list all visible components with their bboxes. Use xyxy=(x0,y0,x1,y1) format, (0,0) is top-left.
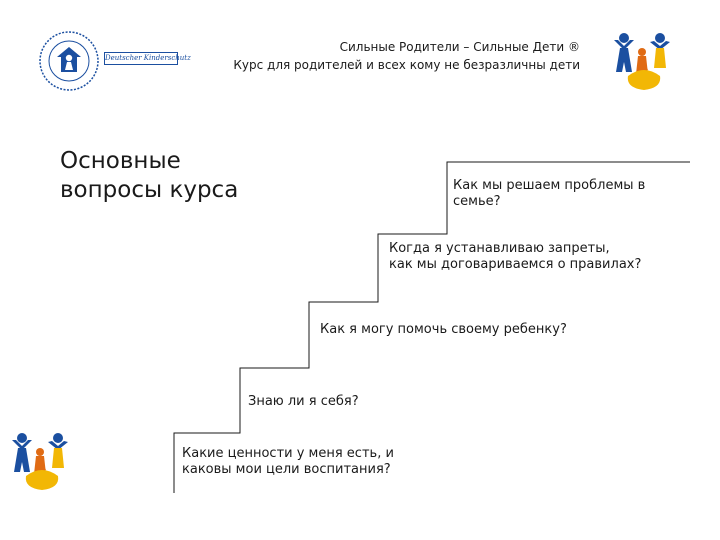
header-title: Сильные Родители – Сильные Дети ® xyxy=(339,40,580,54)
page-title-line-2: вопросы курса xyxy=(60,177,239,203)
step-question-2-line-1: Когда я устанавливаю запреты, xyxy=(389,241,610,256)
header-subtitle: Курс для родителей и всех кому не безразличны дети xyxy=(233,58,580,72)
step-question-1-line-2: семье? xyxy=(453,194,501,209)
step-question-5-line-1: Какие ценности у меня есть, и xyxy=(182,446,394,461)
partner-label: Deutscher Kinderschutz xyxy=(104,52,178,65)
step-question-4 xyxy=(248,394,359,410)
step-question-5 xyxy=(182,446,394,478)
step-question-5-line-2: каковы мои цели воспитания? xyxy=(182,462,391,477)
step-question-4-line-1: Знаю ли я себя? xyxy=(248,394,359,409)
step-question-3 xyxy=(320,322,567,338)
step-question-2-line-2: как мы договариваемся о правилах? xyxy=(389,257,642,272)
step-question-1-line-1: Как мы решаем проблемы в xyxy=(453,178,646,193)
step-question-1 xyxy=(453,178,645,210)
page-title-line-1: Основные xyxy=(60,148,181,174)
strong-parents-families-icon-bottom xyxy=(8,428,76,494)
step-question-3-line-1: Как я могу помочь своему ребенку? xyxy=(320,322,567,337)
step-question-2 xyxy=(389,241,641,273)
